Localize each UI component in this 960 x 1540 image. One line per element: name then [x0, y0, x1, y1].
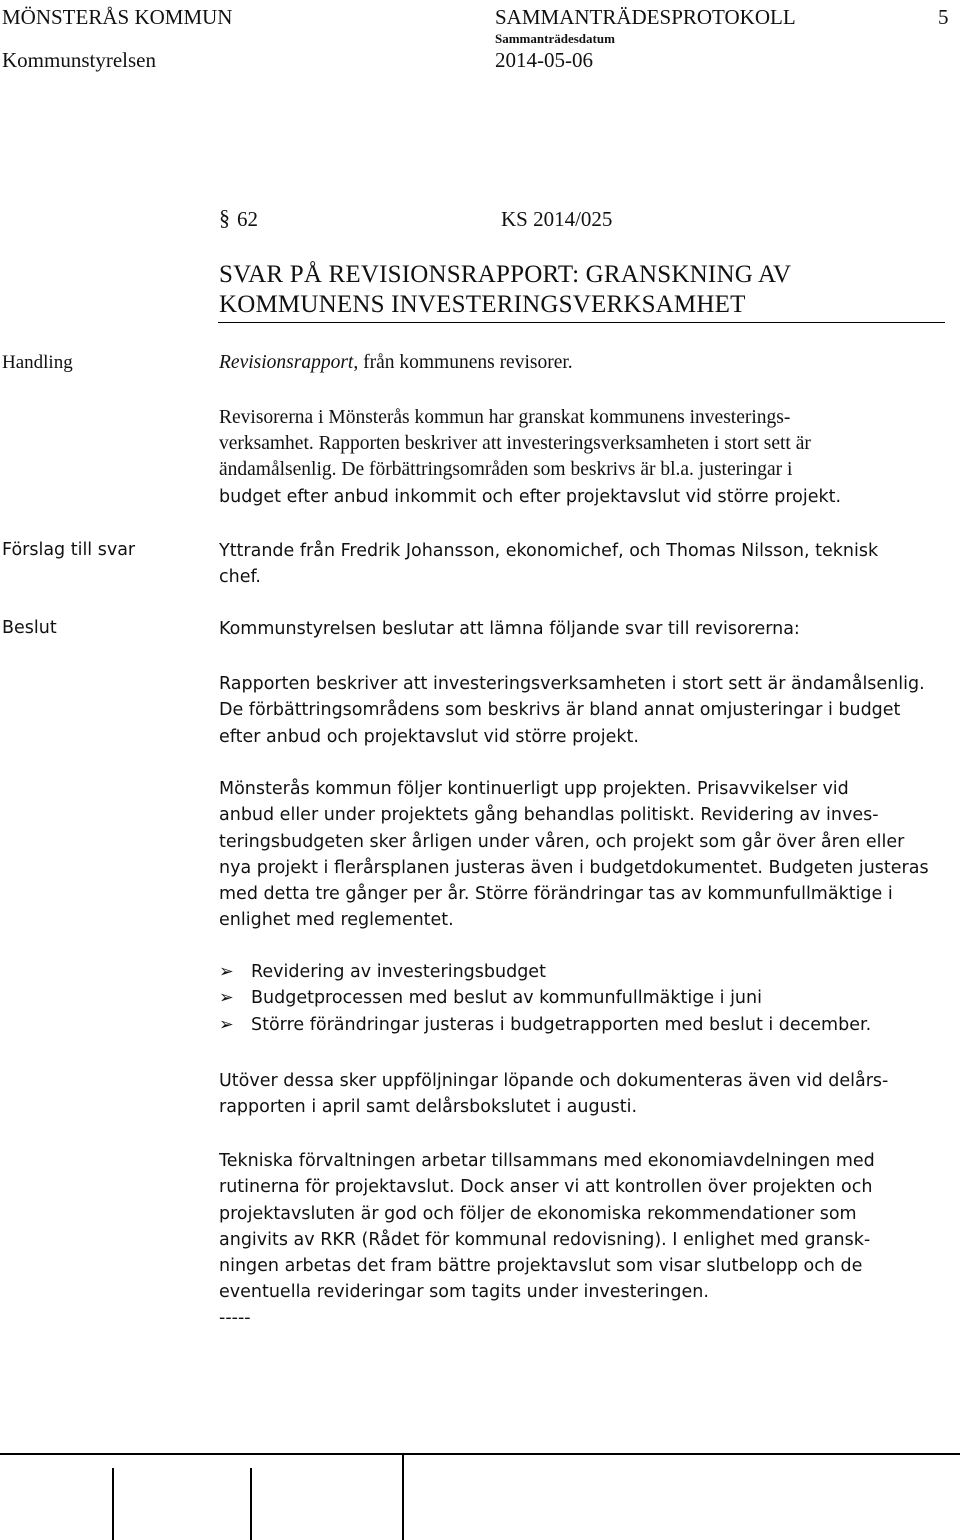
forslag-text: [219, 538, 957, 591]
forslag-line: chef.: [219, 567, 261, 588]
bullet-text: Större förändringar justeras i budgetrapporten med beslut i december.: [251, 1015, 872, 1035]
bullet-item: [219, 1015, 871, 1035]
decision-line: projektavsluten är god och följer de ekonomiska rekommendationer som: [219, 1203, 857, 1224]
end-marker: -----: [219, 1308, 251, 1328]
beslut-intro: Kommunstyrelsen beslutar att lämna följande svar till revisorerna:: [219, 619, 800, 639]
signature-area-rule: [0, 1453, 960, 1455]
decision-line: enlighet med reglementet.: [219, 910, 454, 931]
item-title-line-1: SVAR PÅ REVISIONSRAPPORT: GRANSKNING AV: [219, 261, 792, 288]
item-number: 62: [237, 207, 258, 231]
bullet-text: Budgetprocessen med beslut av kommunfullmäktige i juni: [251, 988, 762, 1008]
summary-line: budget efter anbud inkommit och efter projektavslut vid större projekt.: [219, 487, 842, 507]
municipality-name: MÖNSTERÅS KOMMUN: [2, 5, 233, 29]
decision-paragraph-3: [219, 1068, 957, 1121]
summary-line: ändamålsenlig. De förbättringsområden som beskrivs är bl.a. justeringar i: [219, 459, 793, 480]
title-underline: [218, 322, 945, 323]
decision-line: nya projekt i flerårsplanen justeras även i budgetdokumentet. Budgeten justeras: [219, 857, 929, 878]
decision-line: rapporten i april samt delårsbokslutet i augusti.: [219, 1097, 638, 1118]
decision-line: angivits av RKR (Rådet för kommunal redovisning). I enlighet med gransk-: [219, 1229, 871, 1250]
paragraph-sign: §: [219, 205, 230, 230]
meeting-date-label: Sammanträdesdatum: [495, 31, 615, 46]
decision-line: teringsbudgeten sker årligen under våren, och projekt som går över åren eller: [219, 831, 905, 852]
bullet-text: Revidering av investeringsbudget: [251, 962, 546, 982]
document-type: SAMMANTRÄDESPROTOKOLL: [495, 5, 796, 29]
decision-line: ningen arbetas det fram bättre projektavslut som visar slutbelopp och de: [219, 1256, 863, 1277]
page-number: 5: [938, 5, 949, 29]
label-beslut: Beslut: [2, 618, 57, 638]
bullet-item: [219, 988, 762, 1008]
meeting-date: 2014-05-06: [495, 48, 593, 72]
handling-document-title: Revisionsrapport: [219, 352, 354, 373]
signature-box-divider: [402, 1455, 404, 1540]
handling-document: [219, 352, 573, 374]
case-number: KS 2014/025: [501, 207, 613, 231]
label-forslag-till-svar: Förslag till svar: [2, 540, 136, 560]
signature-box-divider: [112, 1468, 114, 1540]
decision-line: eventuella revideringar som tagits under investeringen.: [219, 1282, 709, 1303]
decision-paragraph-4: [219, 1148, 957, 1306]
label-handling: Handling: [2, 352, 73, 373]
decision-paragraph-1: [219, 671, 957, 750]
decision-line: De förbättringsområdens som beskrivs är bland annat omjusteringar i budget: [219, 700, 901, 721]
decision-line: Mönsterås kommun följer kontinuerligt upp projekten. Prisavvikelser vid: [219, 779, 849, 799]
decision-paragraph-2: [219, 776, 957, 934]
decision-line: Tekniska förvaltningen arbetar tillsammans med ekonomiavdelningen med: [219, 1151, 875, 1171]
decision-line: rutinerna för projektavslut. Dock anser vi att kontrollen över projekten och: [219, 1177, 873, 1198]
decision-line: Rapporten beskriver att investeringsverksamheten i stort sett är ändamålsenlig.: [219, 674, 925, 694]
bullet-item: [219, 962, 546, 982]
summary-paragraph: [219, 405, 957, 510]
forslag-line: Yttrande från Fredrik Johansson, ekonomichef, och Thomas Nilsson, teknisk: [219, 541, 879, 561]
arrow-bullet-icon: ➢: [219, 962, 234, 982]
summary-line: Revisorerna i Mönsterås kommun har granskat kommunens investerings-: [219, 407, 791, 428]
decision-line: Utöver dessa sker uppföljningar löpande och dokumenteras även vid delårs-: [219, 1071, 889, 1091]
signature-box-divider: [250, 1468, 252, 1540]
decision-line: efter anbud och projektavslut vid större projekt.: [219, 726, 639, 747]
summary-line: verksamhet. Rapporten beskriver att investeringsverksamheten i stort sett är: [219, 433, 811, 454]
governing-body: Kommunstyrelsen: [2, 48, 156, 72]
handling-document-source: , från kommunens revisorer.: [353, 352, 573, 373]
decision-line: med detta tre gånger per år. Större förändringar tas av kommunfullmäktige i: [219, 884, 893, 905]
arrow-bullet-icon: ➢: [219, 988, 234, 1008]
arrow-bullet-icon: ➢: [219, 1015, 234, 1035]
decision-line: anbud eller under projektets gång behandlas politiskt. Revidering av inves-: [219, 805, 879, 826]
item-title-line-2: KOMMUNENS INVESTERINGSVERKSAMHET: [219, 291, 746, 318]
